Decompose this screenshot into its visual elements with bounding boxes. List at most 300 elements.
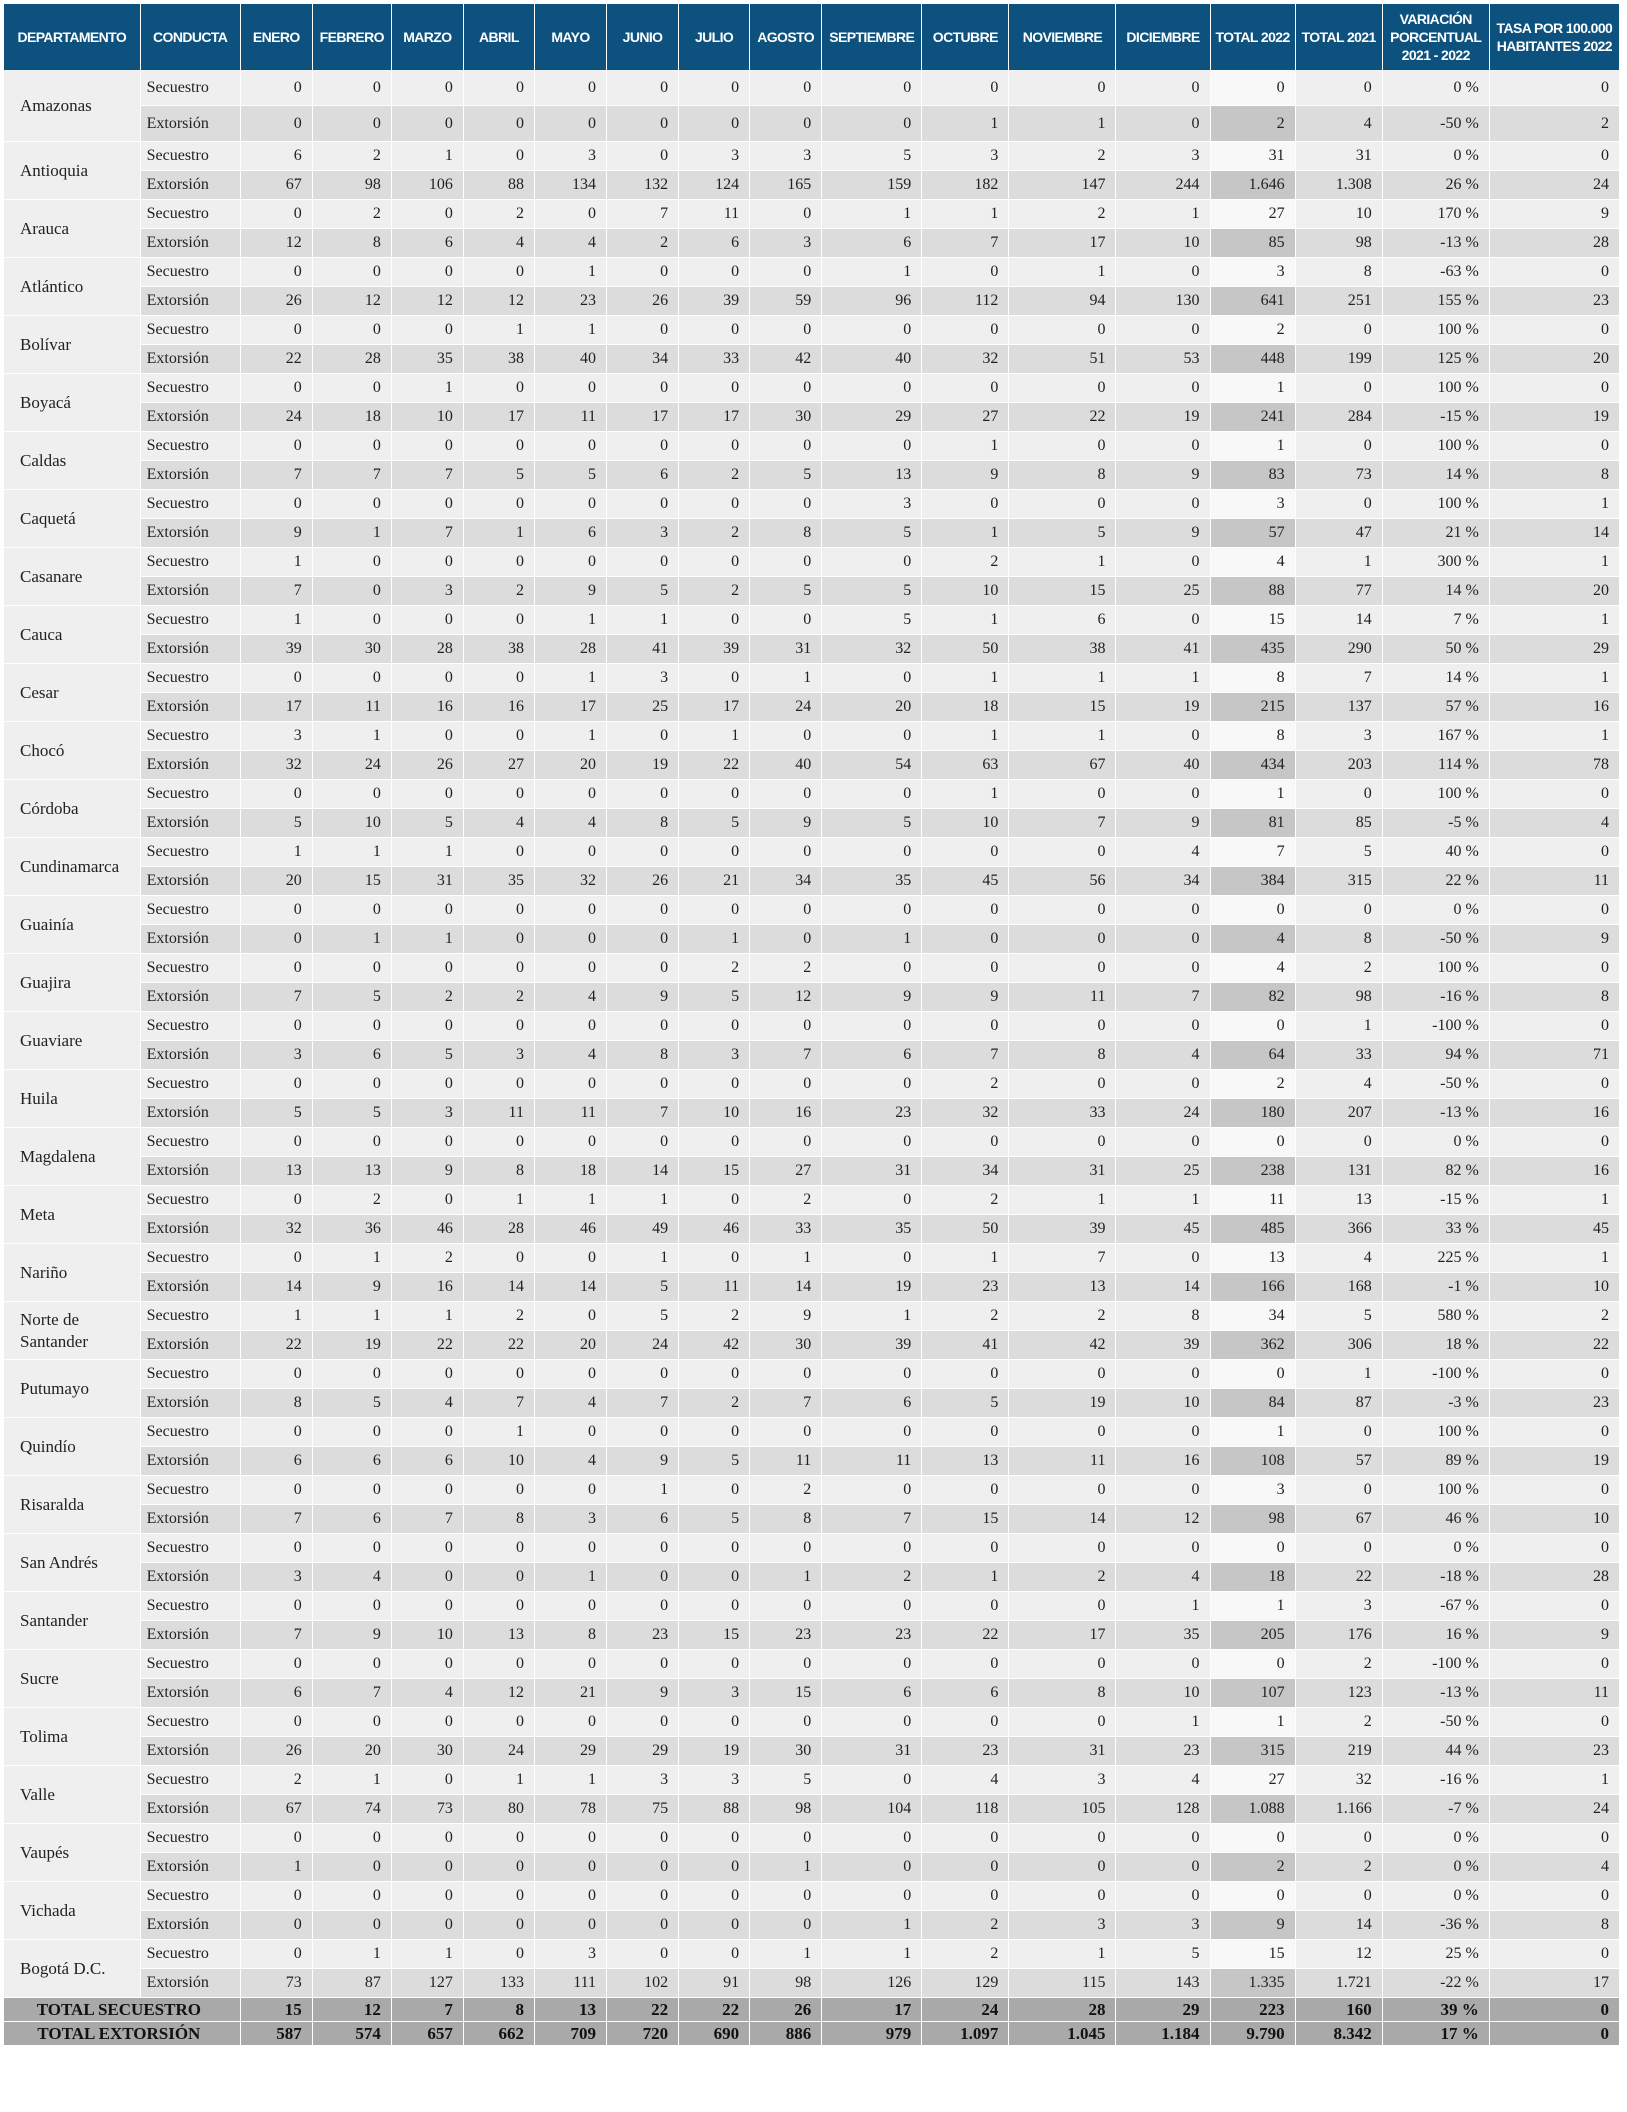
table-cell: 91: [679, 1969, 750, 1998]
table-cell: 35: [822, 867, 922, 896]
table-cell: 0: [750, 432, 822, 461]
conduct-label: Secuestro: [140, 1534, 240, 1563]
table-cell: 0: [822, 1534, 922, 1563]
table-cell: 1.335: [1210, 1969, 1295, 1998]
table-cell: 0: [607, 722, 679, 751]
table-cell: 0: [240, 432, 312, 461]
table-cell: 40: [822, 345, 922, 374]
table-cell: 435: [1210, 635, 1295, 664]
table-cell: 10: [1489, 1273, 1619, 1302]
department-name: Tolima: [4, 1708, 140, 1766]
table-cell: 9: [1210, 1911, 1295, 1940]
conduct-label: Extorsión: [140, 925, 240, 954]
department-name: Córdoba: [4, 780, 140, 838]
table-cell: 5: [1009, 519, 1116, 548]
table-cell: 10: [1116, 1679, 1210, 1708]
table-cell: 17: [1009, 1621, 1116, 1650]
total-cell: 12: [312, 1998, 391, 2022]
table-cell: 2: [463, 200, 534, 229]
table-cell: 0: [1489, 1940, 1619, 1969]
table-cell: 23: [922, 1273, 1009, 1302]
table-cell: 35: [463, 867, 534, 896]
table-cell: 8: [1210, 722, 1295, 751]
table-row: [4, 403, 1620, 432]
table-cell: 0: [312, 606, 391, 635]
table-cell: 2: [312, 1186, 391, 1215]
conduct-label: Extorsión: [140, 229, 240, 258]
total-cell: 720: [607, 2022, 679, 2046]
table-cell: 1: [1116, 664, 1210, 693]
table-cell: 0: [463, 896, 534, 925]
total-cell: 28: [1009, 1998, 1116, 2022]
table-cell: 0: [1009, 1708, 1116, 1737]
department-name: Sucre: [4, 1650, 140, 1708]
table-cell: 17: [463, 403, 534, 432]
department-name: Guaviare: [4, 1012, 140, 1070]
table-cell: 0: [922, 1476, 1009, 1505]
table-cell: 23: [1116, 1737, 1210, 1766]
total-cell: 1.045: [1009, 2022, 1116, 2046]
table-cell: 4: [1489, 1853, 1619, 1882]
table-cell: 0: [1489, 1708, 1619, 1737]
table-cell: 6: [312, 1447, 391, 1476]
table-cell: 0: [240, 1534, 312, 1563]
table-row: [4, 200, 1620, 229]
table-row: [4, 1679, 1620, 1708]
table-cell: 0: [922, 1128, 1009, 1157]
table-cell: 36: [312, 1215, 391, 1244]
table-cell: 45: [922, 867, 1009, 896]
table-cell: 0: [1489, 838, 1619, 867]
total-cell: 29: [1116, 1998, 1210, 2022]
table-cell: 1: [922, 519, 1009, 548]
table-cell: -7 %: [1382, 1795, 1489, 1824]
table-cell: 5: [240, 809, 312, 838]
table-cell: 1: [922, 780, 1009, 809]
table-cell: 26: [391, 751, 463, 780]
table-cell: 7: [750, 1389, 822, 1418]
table-cell: 19: [822, 1273, 922, 1302]
table-cell: 0: [607, 1824, 679, 1853]
table-cell: 0: [312, 374, 391, 403]
table-cell: 34: [1210, 1302, 1295, 1331]
table-cell: 8: [750, 519, 822, 548]
table-cell: 0: [1210, 1012, 1295, 1041]
table-cell: 2: [822, 1563, 922, 1592]
table-cell: 29: [1489, 635, 1619, 664]
table-cell: 1: [1489, 490, 1619, 519]
table-cell: 21: [679, 867, 750, 896]
table-cell: 5: [679, 1505, 750, 1534]
table-cell: 0: [391, 1650, 463, 1679]
table-cell: 8: [240, 1389, 312, 1418]
column-header: JULIO: [679, 4, 750, 70]
table-cell: 9: [312, 1621, 391, 1650]
table-cell: 0: [312, 106, 391, 142]
table-cell: 2: [312, 200, 391, 229]
table-row: [4, 1128, 1620, 1157]
table-cell: 0: [240, 1911, 312, 1940]
table-cell: 0: [391, 954, 463, 983]
table-cell: 12: [391, 287, 463, 316]
table-cell: 0: [822, 1766, 922, 1795]
table-row: [4, 1911, 1620, 1940]
table-cell: 6: [679, 229, 750, 258]
table-cell: 4: [1295, 1244, 1382, 1273]
table-cell: 215: [1210, 693, 1295, 722]
table-cell: 147: [1009, 171, 1116, 200]
table-cell: 0: [463, 1070, 534, 1099]
table-cell: 0: [1116, 954, 1210, 983]
table-cell: 5: [312, 983, 391, 1012]
table-cell: 0: [822, 954, 922, 983]
table-cell: 6: [312, 1505, 391, 1534]
table-cell: 112: [922, 287, 1009, 316]
table-cell: 2: [1210, 1070, 1295, 1099]
table-cell: 11: [1009, 983, 1116, 1012]
table-cell: 5: [750, 461, 822, 490]
table-cell: 0: [240, 1882, 312, 1911]
table-cell: 14: [1295, 1911, 1382, 1940]
table-cell: 0: [1489, 1592, 1619, 1621]
table-cell: 1: [1210, 374, 1295, 403]
table-cell: 22: [1489, 1331, 1619, 1360]
table-cell: 0: [607, 1534, 679, 1563]
table-cell: 5: [391, 809, 463, 838]
table-cell: 0: [240, 316, 312, 345]
table-cell: 0: [1489, 780, 1619, 809]
table-cell: 0: [607, 1708, 679, 1737]
table-cell: 7: [1009, 809, 1116, 838]
conduct-label: Extorsión: [140, 1273, 240, 1302]
table-cell: 8: [1489, 1911, 1619, 1940]
table-cell: 0: [1116, 896, 1210, 925]
department-name: Quindío: [4, 1418, 140, 1476]
department-name: Meta: [4, 1186, 140, 1244]
conduct-label: Secuestro: [140, 1766, 240, 1795]
table-cell: 17: [679, 693, 750, 722]
table-cell: 102: [607, 1969, 679, 1998]
table-cell: 1: [750, 664, 822, 693]
table-cell: 5: [463, 461, 534, 490]
table-row: [4, 1012, 1620, 1041]
table-cell: 0: [312, 1534, 391, 1563]
table-cell: 0: [750, 1824, 822, 1853]
table-cell: 82: [1210, 983, 1295, 1012]
table-cell: 0: [1116, 1476, 1210, 1505]
table-cell: 0: [750, 1708, 822, 1737]
table-cell: 0: [607, 1882, 679, 1911]
table-cell: 0: [1210, 1534, 1295, 1563]
table-cell: 10: [1116, 229, 1210, 258]
table-cell: 4: [391, 1679, 463, 1708]
table-cell: 159: [822, 171, 922, 200]
table-cell: 0: [312, 1650, 391, 1679]
table-cell: 3: [240, 1041, 312, 1070]
table-cell: 98: [312, 171, 391, 200]
table-cell: 9: [312, 1273, 391, 1302]
table-cell: 0: [1009, 1418, 1116, 1447]
table-cell: 4: [534, 809, 606, 838]
table-cell: 7: [1009, 1244, 1116, 1273]
table-cell: 2: [1009, 1302, 1116, 1331]
table-cell: 0: [822, 106, 922, 142]
table-cell: 81: [1210, 809, 1295, 838]
total-label: TOTAL SECUESTRO: [4, 1998, 240, 2022]
table-cell: 16: [750, 1099, 822, 1128]
table-cell: 40: [750, 751, 822, 780]
table-cell: 3: [534, 142, 606, 171]
table-row: [4, 1737, 1620, 1766]
table-cell: 2: [463, 983, 534, 1012]
conduct-label: Secuestro: [140, 1592, 240, 1621]
table-cell: 168: [1295, 1273, 1382, 1302]
table-cell: 27: [463, 751, 534, 780]
table-cell: -100 %: [1382, 1650, 1489, 1679]
table-cell: 1: [1489, 1186, 1619, 1215]
department-name: Boyacá: [4, 374, 140, 432]
table-cell: 108: [1210, 1447, 1295, 1476]
table-cell: 2: [750, 1476, 822, 1505]
table-cell: 0: [822, 1476, 922, 1505]
table-cell: 44 %: [1382, 1737, 1489, 1766]
table-cell: 7: [312, 1679, 391, 1708]
table-cell: 0: [391, 1012, 463, 1041]
table-cell: 0: [240, 1186, 312, 1215]
total-cell: 1.097: [922, 2022, 1009, 2046]
table-cell: 23: [822, 1099, 922, 1128]
table-cell: 1: [240, 548, 312, 577]
table-cell: 22: [922, 1621, 1009, 1650]
department-name: Bolívar: [4, 316, 140, 374]
table-cell: 170 %: [1382, 200, 1489, 229]
table-cell: 46: [679, 1215, 750, 1244]
table-cell: 8: [750, 1505, 822, 1534]
conduct-label: Extorsión: [140, 809, 240, 838]
table-cell: 111: [534, 1969, 606, 1998]
table-cell: 0: [822, 780, 922, 809]
table-cell: 0: [463, 1012, 534, 1041]
table-cell: 5: [822, 606, 922, 635]
table-cell: 0: [1489, 1824, 1619, 1853]
table-cell: 1: [1489, 1244, 1619, 1273]
table-cell: 0: [750, 1012, 822, 1041]
table-cell: 2: [1009, 142, 1116, 171]
conduct-label: Secuestro: [140, 548, 240, 577]
total-cell: 24: [922, 1998, 1009, 2022]
total-cell: 8.342: [1295, 2022, 1382, 2046]
table-cell: -100 %: [1382, 1012, 1489, 1041]
table-cell: 0: [463, 1476, 534, 1505]
table-cell: 0: [607, 1853, 679, 1882]
department-name: Vichada: [4, 1882, 140, 1940]
table-cell: 0: [679, 1563, 750, 1592]
table-row: [4, 1621, 1620, 1650]
table-cell: 1: [1009, 548, 1116, 577]
table-cell: 123: [1295, 1679, 1382, 1708]
table-cell: 33: [750, 1215, 822, 1244]
table-cell: 0: [1009, 925, 1116, 954]
table-cell: 5: [534, 461, 606, 490]
conduct-label: Secuestro: [140, 1244, 240, 1273]
table-cell: 15: [312, 867, 391, 896]
table-cell: 0: [240, 896, 312, 925]
table-cell: 7: [607, 200, 679, 229]
table-cell: 7 %: [1382, 606, 1489, 635]
table-cell: -100 %: [1382, 1360, 1489, 1389]
table-row: [4, 1389, 1620, 1418]
table-cell: 0: [922, 954, 1009, 983]
conduct-label: Secuestro: [140, 1940, 240, 1969]
table-cell: 0: [1210, 1650, 1295, 1679]
table-cell: 33: [1009, 1099, 1116, 1128]
table-cell: 17: [607, 403, 679, 432]
table-cell: 1: [534, 664, 606, 693]
table-cell: 0: [750, 200, 822, 229]
table-cell: 18: [534, 1157, 606, 1186]
table-cell: 0: [463, 142, 534, 171]
table-cell: 0: [1009, 838, 1116, 867]
table-cell: 0: [240, 1070, 312, 1099]
table-cell: 20: [534, 1331, 606, 1360]
total-cell: 690: [679, 2022, 750, 2046]
total-cell: 8: [463, 1998, 534, 2022]
table-cell: 2: [679, 1389, 750, 1418]
table-cell: 14: [463, 1273, 534, 1302]
table-cell: 3: [534, 1505, 606, 1534]
table-cell: 0: [922, 925, 1009, 954]
table-cell: 3: [607, 664, 679, 693]
table-cell: -3 %: [1382, 1389, 1489, 1418]
table-cell: 0: [534, 1708, 606, 1737]
table-cell: 0: [312, 548, 391, 577]
table-cell: 0: [1489, 1128, 1619, 1157]
table-cell: 0: [534, 1012, 606, 1041]
table-cell: 35: [391, 345, 463, 374]
conduct-label: Extorsión: [140, 1041, 240, 1070]
table-cell: 22: [1009, 403, 1116, 432]
table-cell: 0: [607, 1360, 679, 1389]
conduct-label: Extorsión: [140, 1679, 240, 1708]
table-cell: 32: [922, 345, 1009, 374]
table-cell: 7: [240, 983, 312, 1012]
table-cell: 0: [391, 1882, 463, 1911]
table-cell: 0: [1116, 1012, 1210, 1041]
table-cell: 0: [679, 780, 750, 809]
table-cell: 0: [391, 1708, 463, 1737]
table-cell: 75: [607, 1795, 679, 1824]
table-cell: 11: [1210, 1186, 1295, 1215]
table-cell: 0: [463, 548, 534, 577]
table-cell: 5: [750, 1766, 822, 1795]
table-cell: 4: [1210, 548, 1295, 577]
table-cell: 14: [750, 1273, 822, 1302]
table-row: [4, 1592, 1620, 1621]
table-cell: 219: [1295, 1737, 1382, 1766]
table-cell: 0: [822, 1708, 922, 1737]
department-name: Nariño: [4, 1244, 140, 1302]
table-row: [4, 1795, 1620, 1824]
table-cell: 67: [1295, 1505, 1382, 1534]
table-cell: 85: [1210, 229, 1295, 258]
table-cell: 0: [463, 664, 534, 693]
conduct-label: Extorsión: [140, 171, 240, 200]
table-cell: 0: [1116, 722, 1210, 751]
table-cell: 98: [1295, 229, 1382, 258]
table-cell: 0: [534, 1302, 606, 1331]
conduct-label: Secuestro: [140, 432, 240, 461]
table-cell: 366: [1295, 1215, 1382, 1244]
column-header: MAYO: [534, 4, 606, 70]
table-cell: 4: [534, 1389, 606, 1418]
table-cell: 31: [391, 867, 463, 896]
table-cell: 0: [1295, 1824, 1382, 1853]
table-cell: 100 %: [1382, 316, 1489, 345]
table-cell: 20: [240, 867, 312, 896]
table-cell: 0: [922, 258, 1009, 287]
table-cell: 10: [463, 1447, 534, 1476]
table-cell: 1: [312, 722, 391, 751]
table-cell: 5: [822, 142, 922, 171]
table-cell: 244: [1116, 171, 1210, 200]
table-cell: 0: [750, 316, 822, 345]
table-cell: 39: [1116, 1331, 1210, 1360]
table-cell: 0: [922, 1824, 1009, 1853]
table-cell: 0: [463, 925, 534, 954]
table-cell: 0: [607, 1128, 679, 1157]
conduct-label: Extorsión: [140, 461, 240, 490]
table-cell: 0: [534, 838, 606, 867]
table-cell: 1: [1009, 1940, 1116, 1969]
table-row: [4, 1302, 1620, 1331]
total-cell: 0: [1489, 1998, 1619, 2022]
table-cell: 0: [607, 1911, 679, 1940]
table-cell: -1 %: [1382, 1273, 1489, 1302]
table-cell: 0: [391, 780, 463, 809]
table-cell: 0: [1009, 1476, 1116, 1505]
table-cell: 100 %: [1382, 374, 1489, 403]
table-cell: 2: [679, 954, 750, 983]
table-row: [4, 1708, 1620, 1737]
table-cell: 0: [1295, 432, 1382, 461]
table-cell: 2: [922, 1911, 1009, 1940]
conduct-label: Secuestro: [140, 954, 240, 983]
table-cell: 0: [679, 1708, 750, 1737]
table-cell: 9: [922, 983, 1009, 1012]
table-cell: 4: [534, 983, 606, 1012]
table-cell: 1: [822, 1302, 922, 1331]
table-cell: 7: [922, 229, 1009, 258]
table-cell: 0: [607, 780, 679, 809]
table-cell: 0: [1116, 1244, 1210, 1273]
table-cell: 5: [607, 577, 679, 606]
table-cell: 5: [1116, 1940, 1210, 1969]
table-cell: 2: [240, 1766, 312, 1795]
table-cell: 89 %: [1382, 1447, 1489, 1476]
table-cell: 1: [391, 142, 463, 171]
table-row: [4, 374, 1620, 403]
table-cell: 33: [1295, 1041, 1382, 1070]
table-cell: 9: [1116, 519, 1210, 548]
table-row: [4, 1157, 1620, 1186]
table-cell: 1: [312, 1244, 391, 1273]
table-row: [4, 519, 1620, 548]
table-cell: 28: [1489, 229, 1619, 258]
table-cell: 143: [1116, 1969, 1210, 1998]
table-cell: 0: [922, 1882, 1009, 1911]
table-cell: 7: [1116, 983, 1210, 1012]
table-cell: 8: [607, 1041, 679, 1070]
